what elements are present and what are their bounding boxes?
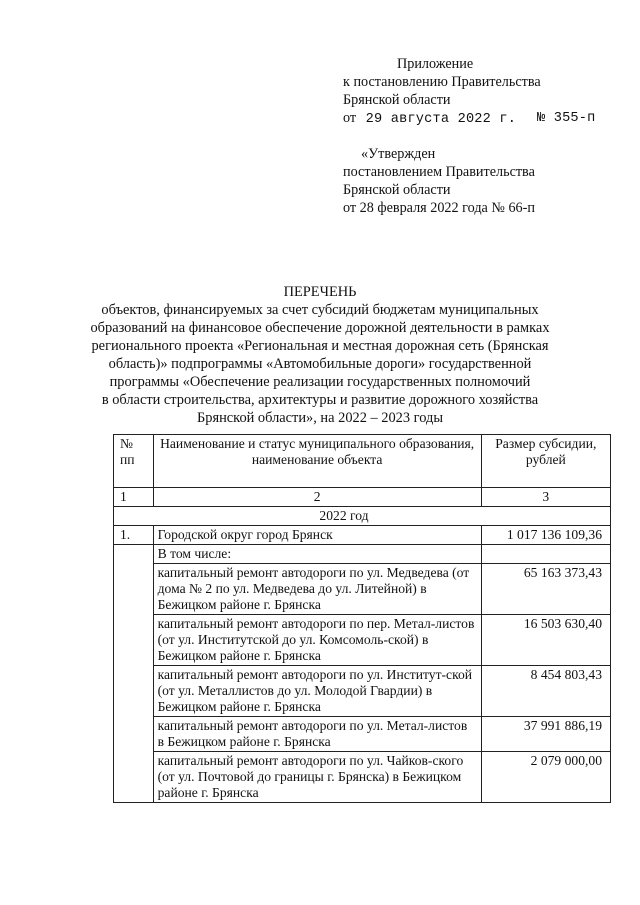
- table-header-row: [114, 435, 611, 488]
- object-name: капитальный ремонт автодороги по ул. Институт-ской (от ул. Металлистов до ул. Молодой Гвардии) в Бежицком районе г. Брянска: [153, 666, 481, 717]
- header-amount: Размер субсидии, рублей: [481, 435, 610, 488]
- object-amount: 2 079 000,00: [481, 752, 610, 803]
- including-label: В том числе:: [153, 545, 481, 564]
- municipality-name: Городской округ город Брянск: [153, 526, 481, 545]
- municipality-row: [114, 526, 611, 545]
- object-name: капитальный ремонт автодороги по пер. Метал-листов (от ул. Институтской до ул. Комсомоль-ской) в Бежицком районе г. Брянска: [153, 615, 481, 666]
- subtitle-line-3: регионального проекта «Региональная и местная дорожная сеть (Брянская: [91, 338, 549, 354]
- resolution-number: № 355-п: [537, 111, 596, 126]
- including-row: [114, 545, 611, 564]
- date-line: [343, 110, 596, 128]
- object-amount: 8 454 803,43: [481, 666, 610, 717]
- table-row: [114, 615, 611, 666]
- subtitle-line-1: объектов, финансируемых за счет субсидий бюджетам муниципальных: [101, 302, 539, 318]
- column-number-1: 1: [114, 488, 154, 507]
- municipality-amount: 1 017 136 109,36: [481, 526, 610, 545]
- date-prefix: от: [343, 110, 357, 126]
- column-number-row: [114, 488, 611, 507]
- approved-line-3: Брянской области: [343, 182, 451, 198]
- header-name: Наименование и статус муниципального образования, наименование объекта: [153, 435, 481, 488]
- document-title: ПЕРЕЧЕНЬ: [283, 284, 357, 300]
- including-amount-empty: [481, 545, 610, 564]
- appendix-label: Приложение: [397, 56, 474, 72]
- table-row: [114, 666, 611, 717]
- subtitle-line-6: в области строительства, архитектуры и развитие дорожного хозяйства: [101, 392, 539, 408]
- column-number-3: 3: [481, 488, 610, 507]
- approved-line-2: постановлением Правительства: [343, 164, 535, 180]
- column-number-2: 2: [153, 488, 481, 507]
- table-row: [114, 752, 611, 803]
- to-resolution-label: к постановлению Правительства: [343, 74, 541, 90]
- object-amount: 16 503 630,40: [481, 615, 610, 666]
- subsidy-table: [113, 434, 611, 803]
- approved-line-4: от 28 февраля 2022 года № 66-п: [343, 200, 535, 216]
- index-spacer-cell: [114, 545, 154, 803]
- year-label: 2022 год: [114, 507, 611, 526]
- object-name: капитальный ремонт автодороги по ул. Метал-листов в Бежицком районе г. Брянска: [153, 717, 481, 752]
- subtitle-line-5: программы «Обеспечение реализации государственных полномочий: [109, 374, 531, 390]
- year-row: [114, 507, 611, 526]
- region-label: Брянской области: [343, 92, 451, 108]
- approved-line-1: «Утвержден: [361, 146, 436, 162]
- date-value: 29 августа 2022 г.: [365, 112, 517, 127]
- subtitle-line-7: Брянской области», на 2022 – 2023 годы: [197, 410, 443, 426]
- table-row: [114, 564, 611, 615]
- object-amount: 65 163 373,43: [481, 564, 610, 615]
- subtitle-line-4: область)» подпрограммы «Автомобильные дороги» государственной: [108, 356, 532, 372]
- object-amount: 37 991 886,19: [481, 717, 610, 752]
- municipality-index: 1.: [114, 526, 154, 545]
- object-name: капитальный ремонт автодороги по ул. Медведева (от дома № 2 по ул. Медведева до ул. Литейной) в Бежицком районе г. Брянска: [153, 564, 481, 615]
- table-row: [114, 717, 611, 752]
- subtitle-line-2: образований на финансовое обеспечение дорожной деятельности в рамках: [90, 320, 550, 336]
- header-number: № пп: [114, 435, 154, 488]
- object-name: капитальный ремонт автодороги по ул. Чайков-ского (от ул. Почтовой до границы г. Брянска) в Бежицком районе г. Брянска: [153, 752, 481, 803]
